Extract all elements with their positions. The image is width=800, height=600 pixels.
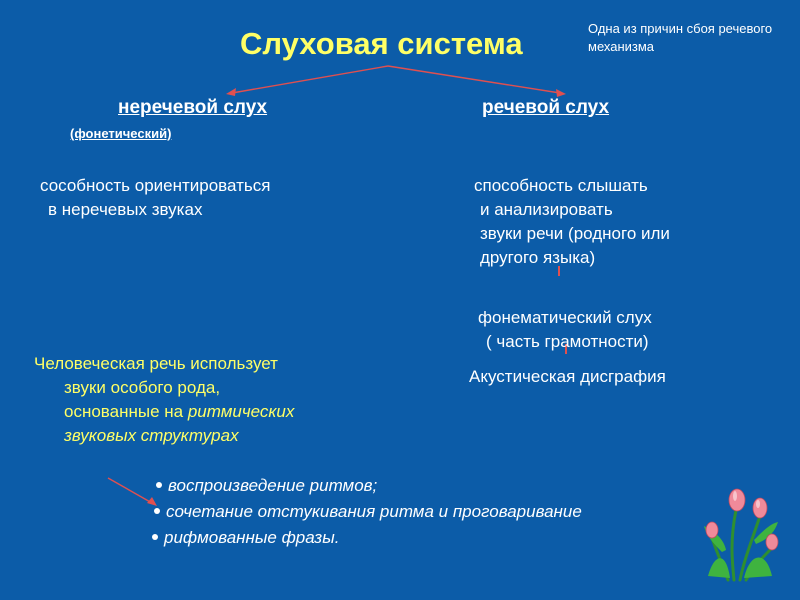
human-speech-text — [34, 352, 294, 448]
speech-line-4: другого языка) — [480, 248, 596, 267]
human-line-1: Человеческая речь использует — [34, 354, 278, 373]
arrow-left-branch — [232, 66, 388, 93]
slide-title: Слуховая система — [240, 26, 523, 61]
nonspeech-line-2: в неречевых звуках — [48, 200, 203, 219]
acoustic-dysgraphia: Акустическая дисграфия — [469, 367, 666, 386]
subheading-phonetic: (фонетический) — [70, 126, 172, 141]
bullet-dot-icon — [154, 508, 160, 514]
bullet-item: рифмованные фразы. — [152, 525, 582, 551]
arrow-to-bullets — [108, 478, 152, 503]
speech-description — [474, 174, 670, 270]
nonspeech-description — [40, 174, 270, 222]
speech-line-3: звуки речи (родного или — [480, 224, 670, 243]
bullet-item: воспроизведение ритмов; — [152, 473, 582, 499]
human-line-3-prefix: основанные на — [64, 402, 188, 421]
phonematic-line-2: ( часть грамотности) — [486, 332, 649, 351]
human-line-3 — [34, 400, 294, 424]
tulips-icon — [704, 489, 778, 580]
arrow-right-head — [556, 89, 566, 97]
phonematic-hearing — [478, 306, 652, 354]
arrow-left-head — [226, 88, 236, 96]
heading-speech-hearing: речевой слух — [482, 97, 610, 118]
bullet-dot-icon — [152, 534, 158, 540]
heading-nonspeech-hearing: неречевой слух — [118, 97, 268, 118]
bullet-list — [152, 473, 582, 551]
nonspeech-line-1: сособность ориентироваться — [40, 176, 271, 195]
corner-note: Одна из причин сбоя речевого механизма — [588, 21, 773, 54]
human-line-2: звуки особого рода, — [64, 378, 221, 397]
human-line-3-italic: ритмических — [187, 402, 295, 421]
arrow-right-branch — [388, 66, 560, 93]
human-line-4-italic: звуковых структурах — [64, 426, 239, 445]
bullet-item: сочетание отстукивания ритма и проговаривание — [152, 499, 582, 525]
human-line-4 — [34, 424, 294, 448]
speech-line-1: способность слышать — [474, 176, 648, 195]
phonematic-line-1: фонематический слух — [478, 308, 652, 327]
speech-line-2: и анализировать — [480, 200, 613, 219]
bullet-dot-icon — [156, 482, 162, 488]
